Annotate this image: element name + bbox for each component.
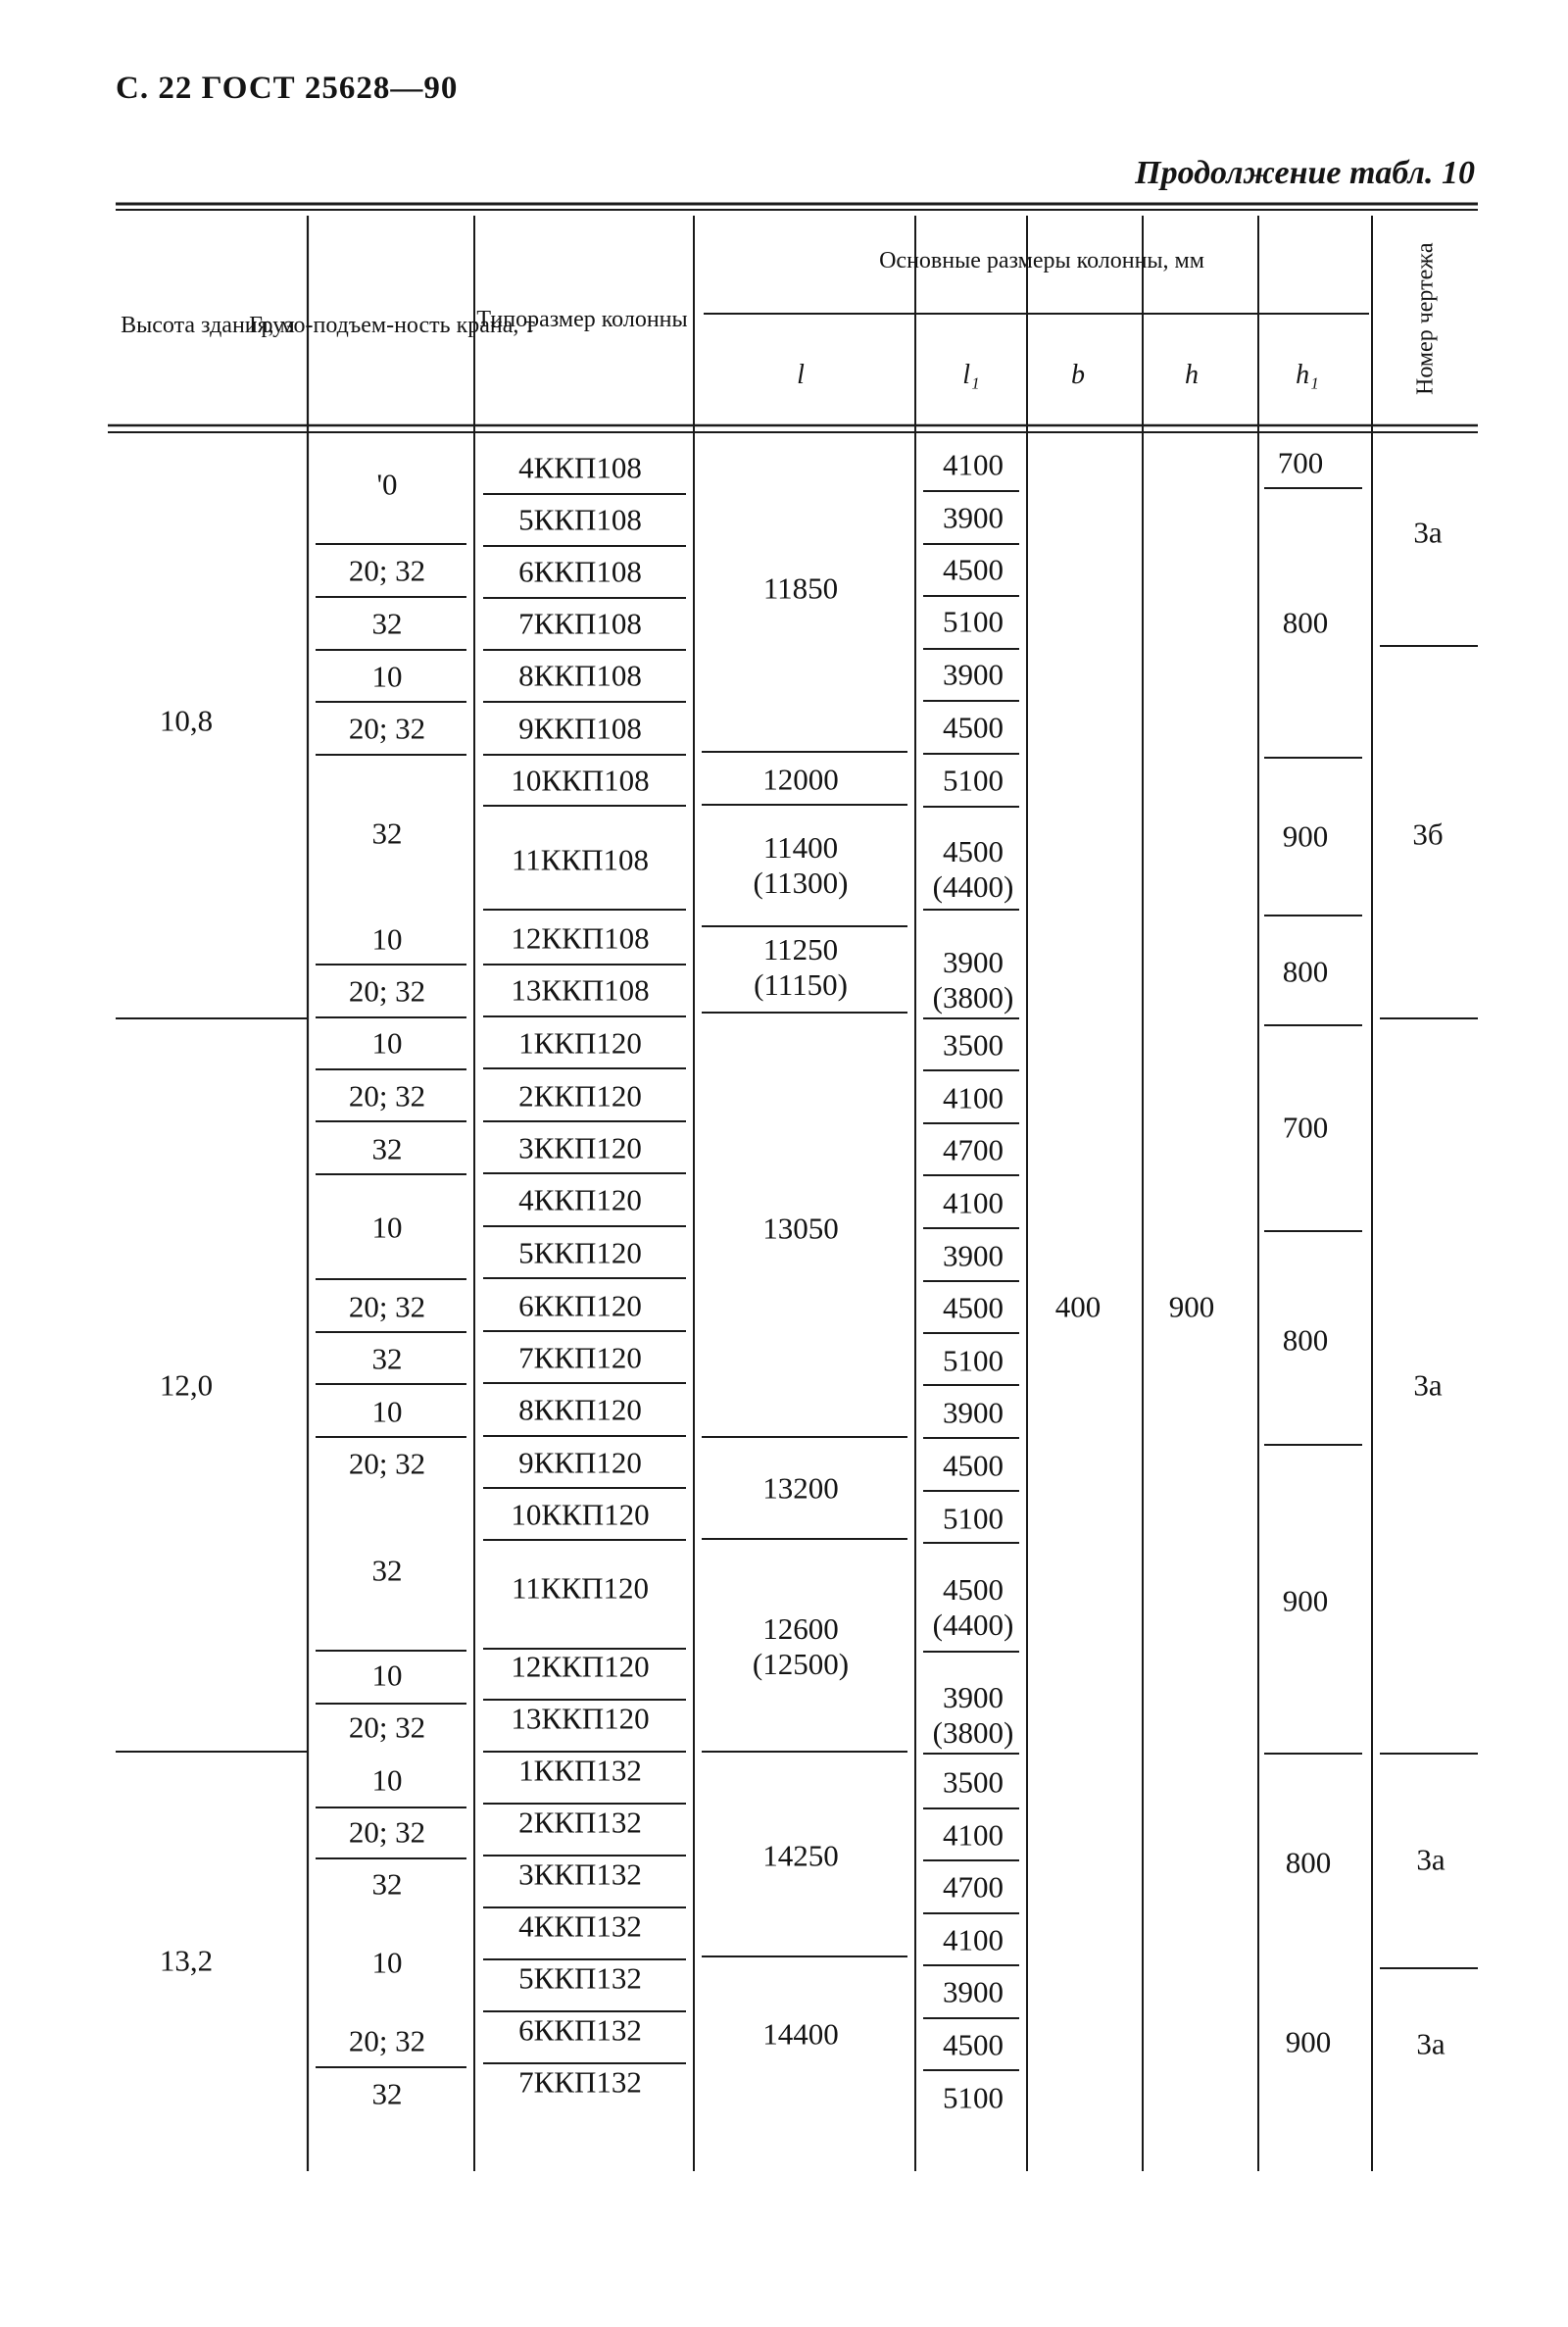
cell-type: 6ККП132 <box>518 2012 642 2048</box>
cell-l1: 4500 (4400) <box>932 1572 1014 1642</box>
cell-l1: 5100 <box>943 1343 1004 1378</box>
cell-l1: 3900 <box>943 1395 1004 1430</box>
cell-type: 8ККП120 <box>518 1392 642 1427</box>
cell-l: 13200 <box>762 1470 839 1506</box>
cell-h1: 800 <box>1282 954 1329 989</box>
cell-h1: 900 <box>1282 818 1329 854</box>
cell-l1: 4500 <box>943 2027 1004 2062</box>
cell-type: 12ККП108 <box>511 920 650 956</box>
cell-capacity: 20; 32 <box>348 1289 426 1324</box>
cell-capacity: 32 <box>371 2076 403 2111</box>
cell-l1: 5100 <box>943 763 1004 798</box>
cell-capacity: 20; 32 <box>348 1446 426 1481</box>
cell-l1: 3900 (3800) <box>932 1680 1014 1750</box>
cell-capacity: 32 <box>371 1553 403 1588</box>
header-height: Высота здания, м <box>121 313 295 338</box>
cell-capacity: 10 <box>371 1945 403 1980</box>
cell-capacity: 10 <box>371 1025 403 1061</box>
cell-l1: 4100 <box>943 1080 1004 1115</box>
cell-height: 13,2 <box>159 1943 214 1978</box>
cell-l1: 4500 <box>943 552 1004 587</box>
cell-drawing: 3б <box>1412 817 1444 852</box>
cell-type: 12ККП120 <box>511 1649 650 1684</box>
cell-type: 9ККП120 <box>518 1445 642 1480</box>
header-b: b <box>1071 360 1085 390</box>
cell-l1: 4500 (4400) <box>932 834 1014 904</box>
cell-l: 11850 <box>762 570 839 606</box>
cell-capacity: 10 <box>371 1394 403 1429</box>
cell-l1: 5100 <box>943 1501 1004 1536</box>
page-header: С. 22 ГОСТ 25628—90 <box>116 71 459 106</box>
header-l: l <box>797 360 805 390</box>
cell-capacity: 10 <box>371 1658 403 1693</box>
cell-capacity: 10 <box>371 1210 403 1245</box>
header-l1: l₁ <box>962 360 980 390</box>
cell-type: 4ККП132 <box>518 1908 642 1944</box>
cell-type: 9ККП108 <box>518 711 642 746</box>
cell-capacity: 20; 32 <box>348 711 426 746</box>
cell-h1: 700 <box>1282 1110 1329 1145</box>
cell-capacity: 32 <box>371 606 403 641</box>
cell-l: 12000 <box>762 762 839 797</box>
header-h1: h₁ <box>1296 360 1319 390</box>
cell-capacity: 10 <box>371 921 403 957</box>
cell-l: 11250 (11150) <box>754 932 848 1002</box>
cell-l1: 4500 <box>943 710 1004 745</box>
cell-capacity: 32 <box>371 816 403 851</box>
cell-capacity: 20; 32 <box>348 2023 426 2058</box>
cell-capacity: 10 <box>371 659 403 694</box>
header-capacity: Грузо-подъем-ность крана, т <box>249 313 535 338</box>
cell-type: 11ККП108 <box>511 842 650 877</box>
cell-capacity: 32 <box>371 1131 403 1166</box>
cell-height: 10,8 <box>159 703 214 738</box>
cell-h1: 900 <box>1285 2024 1332 2059</box>
cell-capacity: 32 <box>371 1341 403 1376</box>
cell-capacity: '0 <box>376 467 398 502</box>
cell-b: 400 <box>1054 1289 1102 1324</box>
cell-h1: 800 <box>1282 605 1329 640</box>
cell-type: 2ККП120 <box>518 1078 642 1114</box>
cell-l1: 4700 <box>943 1132 1004 1167</box>
cell-type: 7ККП120 <box>518 1340 642 1375</box>
cell-capacity: 20; 32 <box>348 973 426 1009</box>
cell-drawing: 3а <box>1416 2026 1446 2061</box>
cell-type: 5ККП132 <box>518 1960 642 1996</box>
cell-l1: 4100 <box>943 1185 1004 1220</box>
cell-type: 4ККП108 <box>518 450 642 485</box>
cell-type: 11ККП120 <box>511 1570 650 1606</box>
cell-l: 14400 <box>762 2016 839 2052</box>
cell-h1: 800 <box>1282 1322 1329 1358</box>
cell-type: 13ККП108 <box>511 972 650 1008</box>
cell-type: 6ККП120 <box>518 1288 642 1323</box>
cell-type: 7ККП132 <box>518 2064 642 2100</box>
table-caption: Продолжение табл. 10 <box>1135 155 1475 191</box>
cell-l1: 4100 <box>943 1817 1004 1853</box>
header-type: Типоразмер колонны <box>476 307 688 332</box>
cell-l1: 3900 <box>943 1238 1004 1273</box>
cell-l1: 3500 <box>943 1764 1004 1800</box>
cell-l1: 3900 <box>943 500 1004 535</box>
cell-drawing: 3а <box>1413 1367 1443 1403</box>
cell-type: 5ККП120 <box>518 1235 642 1270</box>
cell-l: 12600 (12500) <box>752 1611 850 1681</box>
cell-type: 10ККП120 <box>511 1497 650 1532</box>
cell-type: 6ККП108 <box>518 554 642 589</box>
cell-l1: 5100 <box>943 2080 1004 2115</box>
header-h: h <box>1185 360 1199 390</box>
cell-capacity: 32 <box>371 1866 403 1902</box>
cell-h1: 800 <box>1285 1845 1332 1880</box>
cell-type: 1ККП120 <box>518 1025 642 1061</box>
cell-h1: 900 <box>1282 1583 1329 1618</box>
cell-capacity: 20; 32 <box>348 1814 426 1850</box>
cell-l1: 4500 <box>943 1290 1004 1325</box>
cell-type: 5ККП108 <box>518 502 642 537</box>
cell-l: 11400 (11300) <box>753 830 849 900</box>
cell-drawing: 3а <box>1416 1842 1446 1877</box>
cell-type: 13ККП120 <box>511 1701 650 1736</box>
cell-type: 8ККП108 <box>518 658 642 693</box>
cell-h: 900 <box>1168 1289 1215 1324</box>
cell-type: 3ККП132 <box>518 1857 642 1892</box>
cell-l1: 3900 <box>943 657 1004 692</box>
cell-l1: 5100 <box>943 604 1004 639</box>
cell-capacity: 20; 32 <box>348 1709 426 1745</box>
cell-capacity: 20; 32 <box>348 553 426 588</box>
cell-h1: 700 <box>1277 445 1324 480</box>
cell-l1: 4700 <box>943 1869 1004 1905</box>
cell-l1: 3900 <box>943 1974 1004 2009</box>
cell-capacity: 10 <box>371 1762 403 1798</box>
cell-l: 13050 <box>762 1211 839 1246</box>
cell-type: 1ККП132 <box>518 1753 642 1788</box>
cell-l1: 3500 <box>943 1027 1004 1063</box>
cell-capacity: 20; 32 <box>348 1078 426 1114</box>
cell-type: 4ККП120 <box>518 1182 642 1217</box>
cell-type: 10ККП108 <box>511 763 650 798</box>
cell-type: 3ККП120 <box>518 1130 642 1165</box>
header-drawing: Номер чертежа <box>1412 242 1439 395</box>
cell-drawing: 3а <box>1413 515 1443 550</box>
cell-l1: 4100 <box>943 447 1004 482</box>
cell-l1: 4100 <box>943 1922 1004 1957</box>
cell-l: 14250 <box>762 1838 839 1873</box>
cell-type: 7ККП108 <box>518 606 642 641</box>
cell-type: 2ККП132 <box>518 1805 642 1840</box>
header-dims: Основные размеры колонны, мм <box>879 248 1204 273</box>
cell-l1: 4500 <box>943 1448 1004 1483</box>
cell-l1: 3900 (3800) <box>932 945 1014 1015</box>
cell-height: 12,0 <box>159 1367 214 1403</box>
